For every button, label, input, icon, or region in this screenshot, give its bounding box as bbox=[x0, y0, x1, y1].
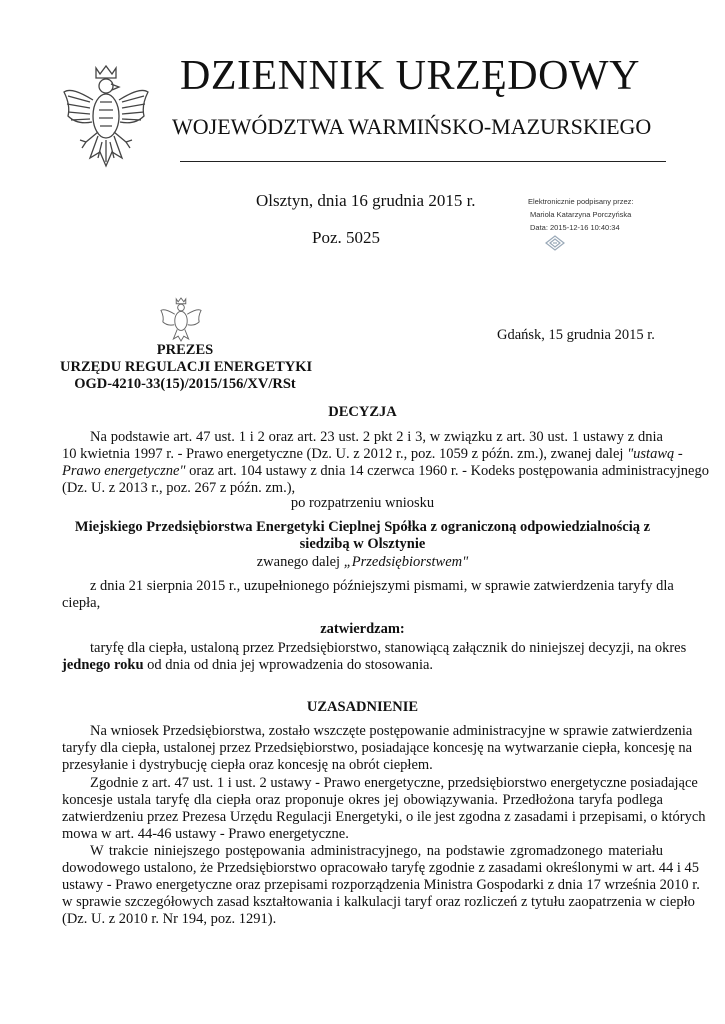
paragraph-line: z dnia 21 sierpnia 2015 r., uzupełnionego późniejszymi pismami, w sprawie zatwierdzenia taryfy dla bbox=[90, 578, 674, 594]
publication-place-date: Olsztyn, dnia 16 grudnia 2015 r. bbox=[256, 191, 476, 210]
justification-paragraph-2 bbox=[62, 775, 706, 843]
paragraph-line: dowodowego ustalono, że Przedsiębiorstwo opracowało taryfę zgodnie z zasadami określonymi w art. 44 i 45 bbox=[62, 860, 700, 876]
defined-term: Prawo energetyczne" bbox=[62, 463, 186, 479]
authority-office: URZĘDU REGULACJI ENERGETYKI bbox=[60, 359, 313, 375]
decision-issue-date: Gdańsk, 15 grudnia 2015 r. bbox=[497, 327, 655, 343]
justification-paragraph-3 bbox=[62, 843, 700, 928]
signature-label: Elektronicznie podpisany przez: bbox=[528, 197, 634, 206]
journal-subtitle: WOJEWÓDZTWA WARMIŃSKO-MAZURSKIEGO bbox=[172, 114, 652, 139]
paragraph-line bbox=[62, 446, 683, 463]
paragraph-line: zatwierdzeniu przez Prezesa Urzędu Regulacji Energetyki, o ile jest zgodna z zasadami i przepisami, o których bbox=[62, 809, 706, 825]
paragraph-line: Na podstawie art. 47 ust. 1 i 2 oraz art. 23 ust. 2 pkt 2 i 3, w związku z art. 30 ust. 1 ustawy z dnia bbox=[90, 429, 663, 445]
paragraph-line: taryfę dla ciepła, ustaloną przez Przedsiębiorstwo, stanowiącą załącznik do niniejszej decyzji, na okres bbox=[90, 640, 687, 656]
polish-eagle-emblem-icon bbox=[62, 62, 150, 174]
decision-heading: DECYZJA bbox=[328, 404, 397, 420]
paragraph-line: Zgodnie z art. 47 ust. 1 i ust. 2 ustawy - Prawo energetyczne, przedsiębiorstwo energetyczne posiadające bbox=[90, 775, 698, 791]
paragraph-line: przesyłanie i dystrybucję ciepła oraz koncesję na obrót ciepłem. bbox=[62, 757, 433, 773]
paragraph-line: taryfy dla ciepła, ustalonej przez Przedsiębiorstwo, posiadające koncesję na wytwarzanie ciepła, koncesję na bbox=[62, 740, 693, 756]
paragraph-line: ciepła, bbox=[62, 595, 101, 611]
legal-basis-paragraph bbox=[62, 429, 709, 497]
header-divider bbox=[180, 161, 666, 162]
authority-title: PREZES bbox=[156, 342, 214, 358]
paragraph-line: (Dz. U. z 2013 r., poz. 267 z późn. zm.), bbox=[62, 480, 296, 496]
paragraph-line: ustawy - Prawo energetyczne oraz przepisami rozporządzenia Ministra Gospodarki z dnia 17 września 2010 r. bbox=[62, 877, 700, 893]
after-review-text: po rozpatrzeniu wniosku bbox=[290, 495, 435, 511]
paragraph-text: oraz art. 104 ustawy z dnia 14 czerwca 1960 r. - Kodeks postępowania administracyjnego bbox=[185, 463, 709, 479]
paragraph-line: (Dz. U. z 2010 r. Nr 194, poz. 1291). bbox=[62, 911, 277, 927]
alias-prefix: zwanego dalej bbox=[256, 554, 344, 570]
company-alias bbox=[62, 554, 663, 571]
justification-paragraph-1 bbox=[62, 723, 693, 774]
signature-date: Data: 2015-12-16 10:40:34 bbox=[530, 223, 620, 232]
paragraph-text: od dnia od dnia jej wprowadzenia do stosowania. bbox=[143, 657, 434, 673]
company-seat: siedzibą w Olsztynie bbox=[299, 536, 426, 552]
signature-signer: Mariola Katarzyna Porczyńska bbox=[530, 210, 632, 219]
paragraph-text: 10 kwietnia 1997 r. - Prawo energetyczne (Dz. U. z 2012 r., poz. 1059 z późn. zm.), zwanej dalej bbox=[62, 446, 628, 462]
case-reference: OGD-4210-33(15)/2015/156/XV/RSt bbox=[74, 376, 296, 392]
alias-name: „Przedsiębiorstwem" bbox=[343, 554, 469, 570]
tariff-paragraph bbox=[62, 640, 687, 674]
emphasis-period: jednego roku bbox=[62, 657, 144, 673]
polish-eagle-emblem-icon bbox=[160, 296, 202, 342]
paragraph-line bbox=[62, 463, 709, 480]
justification-heading: UZASADNIENIE bbox=[306, 699, 419, 715]
position-number: Poz. 5025 bbox=[312, 228, 380, 247]
paragraph-line: mowa w art. 44-46 ustawy - Prawo energetyczne. bbox=[62, 826, 349, 842]
paragraph-line: W trakcie niniejszego postępowania administracyjnego, na podstawie zgromadzonego materiału bbox=[90, 843, 663, 859]
paragraph-line: Na wniosek Przedsiębiorstwa, zostało wszczęte postępowanie administracyjne w sprawie zatwierdzenia bbox=[90, 723, 693, 739]
application-paragraph bbox=[62, 578, 674, 612]
approve-statement: zatwierdzam: bbox=[320, 621, 405, 637]
company-name: Miejskiego Przedsiębiorstwa Energetyki Cieplnej Spółka z ograniczoną odpowiedzialnością z bbox=[74, 519, 651, 535]
paragraph-line: w sprawie szczegółowych zasad kształtowania i kalkulacji taryf oraz rozliczeń z tytułu zaopatrzenia w ciepło bbox=[62, 894, 695, 910]
paragraph-line: koncesje ustala taryfę dla ciepła oraz proponuje okres jej obowiązywania. Przedłożona taryfa podlega bbox=[62, 792, 663, 808]
defined-term: "ustawą - bbox=[627, 446, 683, 462]
journal-title: DZIENNIK URZĘDOWY bbox=[180, 53, 640, 99]
signature-verification-mark-icon[interactable] bbox=[544, 234, 566, 257]
paragraph-line bbox=[62, 657, 663, 674]
